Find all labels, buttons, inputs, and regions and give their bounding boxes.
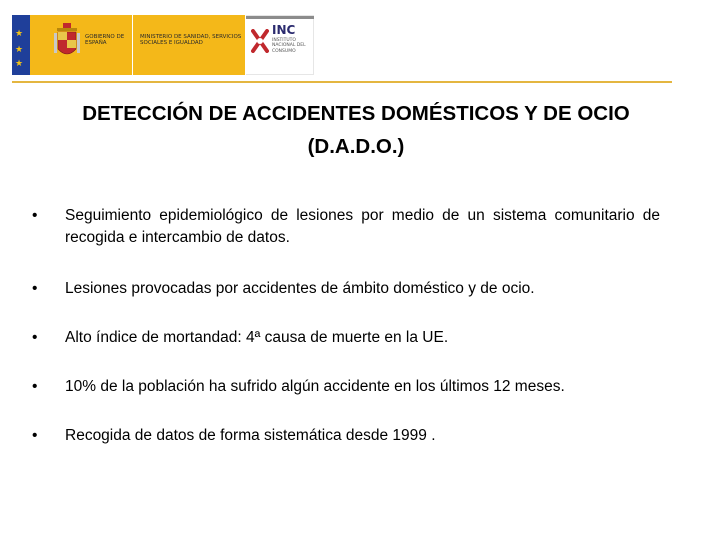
bullet-icon: • xyxy=(32,280,38,297)
list-item xyxy=(30,376,660,398)
eu-star-icon: ★ xyxy=(15,28,24,38)
inc-cross-icon xyxy=(251,29,269,53)
bullet-text: 10% de la población ha sufrido algún accidente en los últimos 12 meses. xyxy=(65,378,565,395)
eu-star-icon: ★ xyxy=(15,44,24,54)
bullet-icon: • xyxy=(32,378,38,395)
coat-of-arms-icon xyxy=(54,23,80,63)
list-item xyxy=(30,278,660,300)
bullet-text: Alto índice de mortandad: 4ª causa de muerte en la UE. xyxy=(65,329,449,346)
header-logo-banner xyxy=(12,15,314,75)
inc-logo-subtitle: INSTITUTO NACIONAL DEL CONSUMO xyxy=(272,38,306,54)
slide-title: DETECCIÓN DE ACCIDENTES DOMÉSTICOS Y DE OCIO (D.A.D.O.) xyxy=(82,102,630,158)
government-logo-text: GOBIERNO DE ESPAÑA xyxy=(85,34,125,47)
list-item xyxy=(30,327,660,349)
bullet-list xyxy=(30,205,660,447)
eu-flag-strip xyxy=(12,15,30,75)
bullet-icon: • xyxy=(32,427,38,444)
inc-logo xyxy=(246,15,314,75)
bullet-text: Recogida de datos de forma sistemática desde 1999 . xyxy=(65,427,436,444)
bullet-icon: • xyxy=(32,207,38,224)
inc-logo-text: INC xyxy=(272,23,296,37)
bullet-icon: • xyxy=(32,329,38,346)
ministry-logo xyxy=(132,15,245,75)
ministry-logo-text: MINISTERIO DE SANIDAD, SERVICIOS SOCIALES E IGUALDAD xyxy=(140,34,242,47)
header-divider xyxy=(12,81,672,83)
government-logo xyxy=(30,15,132,75)
list-item xyxy=(30,205,660,249)
bullet-text: Seguimiento epidemiológico de lesiones por medio de un sistema comunitario de recogida e intercambio de datos. xyxy=(65,207,660,246)
inc-logo-topbar xyxy=(246,16,314,19)
eu-star-icon: ★ xyxy=(15,58,24,68)
list-item xyxy=(30,425,660,447)
bullet-text: Lesiones provocadas por accidentes de ámbito doméstico y de ocio. xyxy=(65,280,535,297)
